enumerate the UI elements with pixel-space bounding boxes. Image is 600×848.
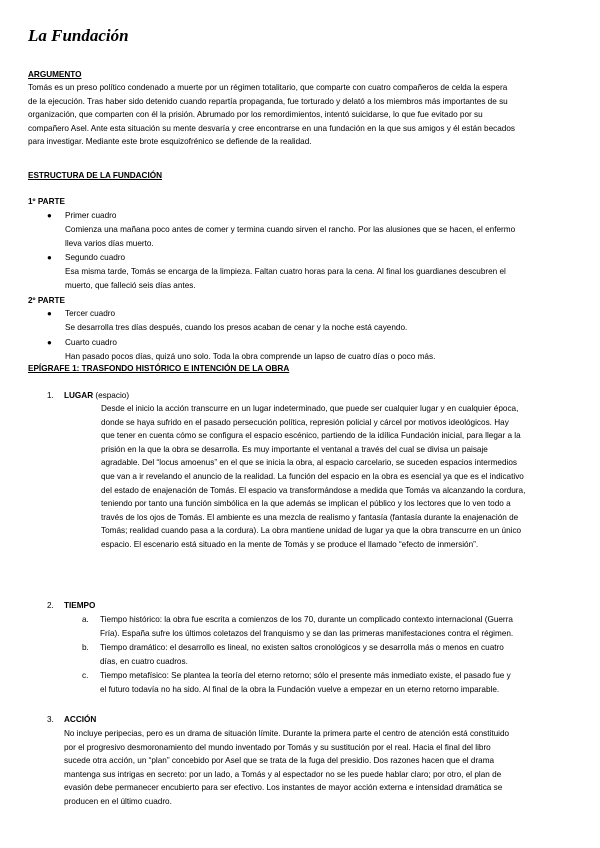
cuadro-description [65,223,575,250]
tiempo-line: días, en cuatro cuadros. [100,656,188,666]
argumento-paragraph [28,81,573,149]
lugar-paragraph [101,402,572,552]
cuadro-line: lleva varios días muerto. [65,238,154,248]
argumento-line: Tomás es un preso político condenado a muerte por un régimen totalitario, que comparte con cuatro compañeros de celda la espera [28,83,508,92]
tiempo-line: Fría). España sufre los últimos coletazos del franquismo y se dan las primeras manifestaciones contra el régimen. [100,628,514,638]
bullet-icon: ● [47,211,52,220]
lugar-line: través de los ojos de Tomás. El ambiente es una mezcla de realismo y fantasía (fantasía durante la enajenación de [101,512,519,522]
tiempo-line: Tiempo dramático: el desarrollo es lineal, no existen saltos cronológicos y se desarrolla más o menos en cuatro [100,643,504,652]
lugar-number: 1. [47,391,54,400]
lugar-subtitle: (espacio) [93,391,130,400]
accion-paragraph [64,727,572,809]
bullet-icon: ● [47,309,52,318]
lugar-line: del estado de enajenación de Tomás. El espacio va transformándose a medida que Tomás va alcanzando la cordura, [101,485,526,495]
tiempo-item-letter: b. [82,643,89,652]
accion-line: evasión debe permanecer encubierto para ser efectivo. Los instantes de mayor acción externa e intensidad dramática se [64,783,503,793]
tiempo-number: 2. [47,601,54,610]
lugar-line: Desde el inicio la acción transcurre en un lugar indeterminado, que puede ser cualquier lugar y en cualquier época, [101,404,519,413]
cuadro-line: Comienza una mañana poco antes de comer y termina cuando sirven el rancho. Por las alusiones que se hacen, el enfermo [65,225,516,234]
accion-number: 3. [47,715,54,724]
estructura-heading: ESTRUCTURA DE LA FUNDACIÓN [28,171,163,180]
lugar-line: espacio. El escenario está situado en la mente de Tomás y se produce el llamado “efecto de inmersión”. [101,539,479,549]
tiempo-item-text [100,641,572,668]
lugar-line: agradable. Del “locus amoenus” en el que se inicia la obra, al espacio carcelario, se suceden espacios intermedios [101,458,517,468]
accion-line: sucede otra acción, un “plan” concebido por Asel que se trata de la fuga del presidio. Dos razones hacen que el drama [64,756,495,766]
epigrafe-heading: EPÍGRAFE 1: TRASFONDO HISTÓRICO E INTENCIÓN DE LA OBRA [28,364,290,373]
tiempo-heading [47,599,95,613]
argumento-line: para investigar. Mediante este brote esquizofrénico se defiende de la realidad. [28,137,312,147]
argumento-line: de la ejecución. Tras haber sido detenido cuando repartía propaganda, fue torturado y delató a los miembros más importantes de su [28,96,508,106]
lugar-line: Tomás; realidad cuando pasa a la cordura). La obra mantiene unidad de lugar ya que la obra transcurre en un único [101,526,522,536]
cuadro-line: Se desarrolla tres días después, cuando los presos acaban de cenar y la noche está cayendo. [65,323,408,332]
cuadro-description [65,265,575,292]
document-title: La Fundación [28,26,129,45]
tiempo-line: Tiempo metafísico: Se plantea la teoría del eterno retorno; sólo el presente más inmediato existe, el pasado fue y [100,671,511,680]
argumento-heading: ARGUMENTO [28,70,82,79]
cuadro-line: Esa misma tarde, Tomás se encarga de la limpieza. Faltan cuatro horas para la cena. Al final los guardianes descubren el [65,267,506,276]
tiempo-line: el futuro todavía no ha sido. Al final de la obra la Fundación vuelve a empezar en un eterno retorno imparable. [100,684,500,694]
tiempo-line: Tiempo histórico: la obra fue escrita a comienzos de los 70, durante un complicado contexto internacional (Guerra [100,615,513,624]
tiempo-item-letter: c. [82,671,89,680]
cuadro-line: muerto, que falleció seis días antes. [65,280,196,290]
lugar-line: teniendo por tanto una función simbólica en la que además se implican el público y los lectores que lo ven todo a [101,499,511,509]
lugar-line: prisión en la que la obra se desarrolla. Es muy importante el ventanal a través del cual se divisa un paisaje [101,444,488,454]
cuadro-description [65,321,575,335]
argumento-line: organización, que comparten con él la prisión. Abrumado por los remordimientos, intentó suicidarse, lo que fue evitado por su [28,110,483,120]
lugar-line: que van a ir revelando el anuncio de la realidad. La función del espacio en la obra es esencial ya que es el indicativo [101,471,524,481]
parte-2-label: 2º PARTE [28,296,65,305]
cuadro-title: Segundo cuadro [65,253,126,262]
accion-title: ACCIÓN [64,715,97,724]
lugar-heading [47,389,129,403]
bullet-icon: ● [47,338,52,347]
accion-line: producen en el último cuadro. [64,796,172,806]
cuadro-title: Primer cuadro [65,211,117,220]
tiempo-item-letter: a. [82,615,89,624]
argumento-line: compañero Asel. Ante esta situación su mente desvaría y cree encontrarse en una fundación en la que sus amigos y él están becados [28,123,515,133]
bullet-icon: ● [47,253,52,262]
lugar-line: que tener en cuenta cómo se configura el espacio escénico, partiendo de la idílica Fundación inicial, para llegar a la [101,431,521,441]
parte-1-label: 1º PARTE [28,197,65,206]
lugar-title: LUGAR [64,391,94,400]
lugar-line: donde se haya sufrido en el pasado persecución política, represión policial y cárcel por motivos ideológicos. Hay [101,417,509,427]
cuadro-line: Han pasado pocos días, quizá uno solo. Toda la obra comprende un lapso de cuatro días o poco más. [65,352,436,361]
accion-line: por el progresivo desmoronamiento del mundo inventado por Tomás y su sustitución por el real. Hacia el final del libro [64,742,491,752]
cuadro-title: Cuarto cuadro [65,338,117,347]
tiempo-title: TIEMPO [64,601,96,610]
tiempo-item-text [100,613,572,640]
accion-heading [47,713,96,727]
tiempo-item-text [100,669,572,696]
accion-line: mantenga sus intrigas en secreto: por un lado, a Tomás y al espectador no se les puede hablar claro; por otro, el plan de [64,769,502,779]
cuadro-title: Tercer cuadro [65,309,116,318]
accion-line: No incluye peripecias, pero es un drama de situación límite. Durante la primera parte el centro de atención está constituido [64,729,510,738]
